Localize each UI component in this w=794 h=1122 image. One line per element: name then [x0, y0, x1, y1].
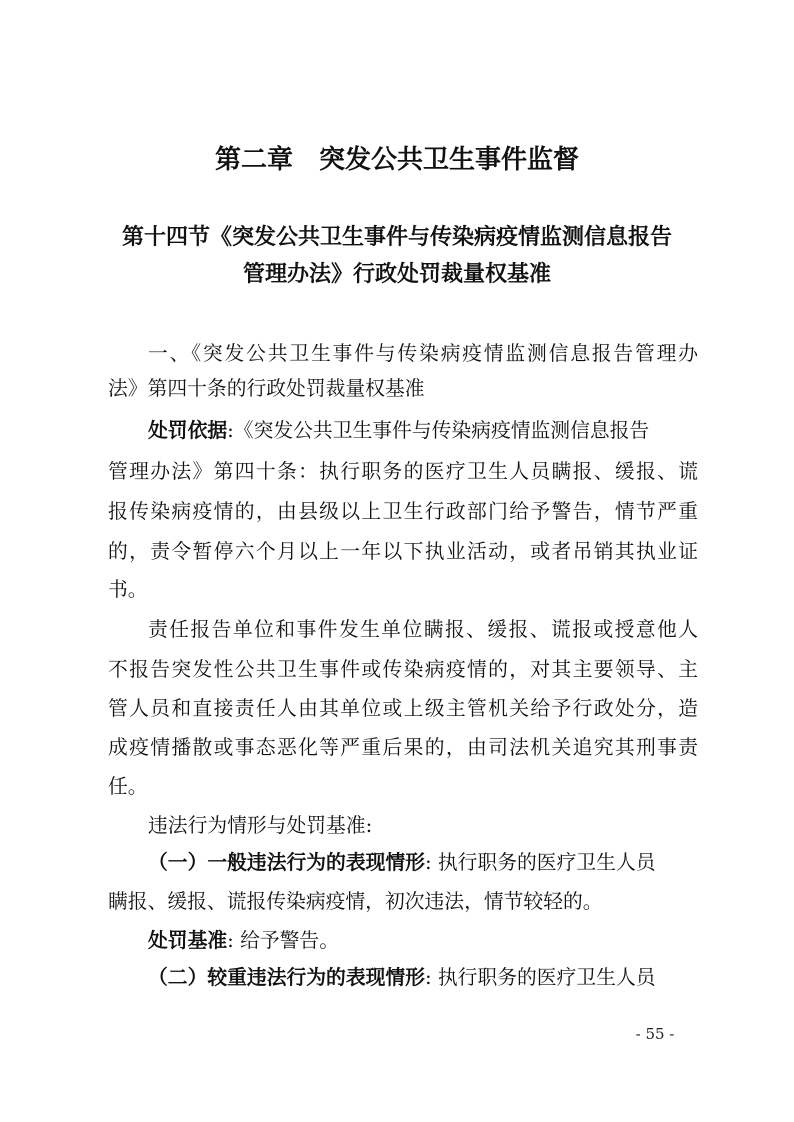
general-label: （一）一般违法行为的表现情形: [148, 851, 425, 874]
penalty-text: : 给予警告。: [227, 929, 339, 952]
basis-line-2: 管理办法》第四十条：执行职务的医疗卫生人员瞒报、缓报、谎: [108, 460, 698, 483]
chapter-name: 突发公共卫生事件监督: [319, 145, 580, 175]
basis-line-4: 的，责令暂停六个月以上一年以下执业活动，或者吊销其执业证: [108, 540, 698, 563]
general-line-1: [148, 843, 698, 883]
basis-line-3: 报传染病疫情的，由县级以上卫生行政部门给予警告，情节严重: [108, 500, 698, 523]
standards-intro: 违法行为情形与处罚基准:: [148, 814, 373, 837]
general-text: : 执行职务的医疗卫生人员: [424, 851, 656, 874]
basis-line-1: [148, 411, 698, 451]
resp-line-5: 任。: [108, 775, 148, 798]
resp-line-1: 责任报告单位和事件发生单位瞒报、缓报、谎报或授意他人: [148, 618, 698, 641]
basis-line-5: 书。: [108, 578, 148, 601]
item1-line-1: 一、《突发公共卫生事件与传染病疫情监测信息报告管理办: [148, 342, 698, 365]
serious-text: : 执行职务的医疗卫生人员: [424, 966, 656, 989]
serious-line-1: [148, 958, 698, 998]
section-title-line-1: 第十四节《突发公共卫生事件与传染病疫情监测信息报告: [121, 225, 672, 250]
resp-line-4: 成疫情播散或事态恶化等严重后果的，由司法机关追究其刑事责: [108, 736, 698, 759]
chapter-number: 第二章: [214, 145, 293, 175]
resp-line-2: 不报告突发性公共卫生事件或传染病疫情的，对其主要领导、主: [108, 658, 698, 681]
serious-label: （二）较重违法行为的表现情形: [148, 966, 425, 989]
section-title-line-2: 管理办法》行政处罚裁量权基准: [242, 262, 551, 287]
item1-line-2: 法》第四十条的行政处罚裁量权基准: [108, 377, 425, 400]
resp-line-3: 管人员和直接责任人由其单位或上级主管机关给予行政处分，造: [108, 697, 698, 720]
page-number: - 55 -: [635, 1025, 675, 1043]
chapter-title: [0, 143, 794, 177]
penalty-label: 处罚基准: [148, 929, 228, 952]
general-line-2: 瞒报、缓报、谎报传染病疫情，初次违法，情节较轻的。: [108, 890, 603, 913]
penalty-line: [148, 921, 698, 961]
basis-text: :《突发公共卫生事件与传染病疫情监测信息报告: [227, 419, 650, 442]
basis-label: 处罚依据: [148, 419, 228, 442]
